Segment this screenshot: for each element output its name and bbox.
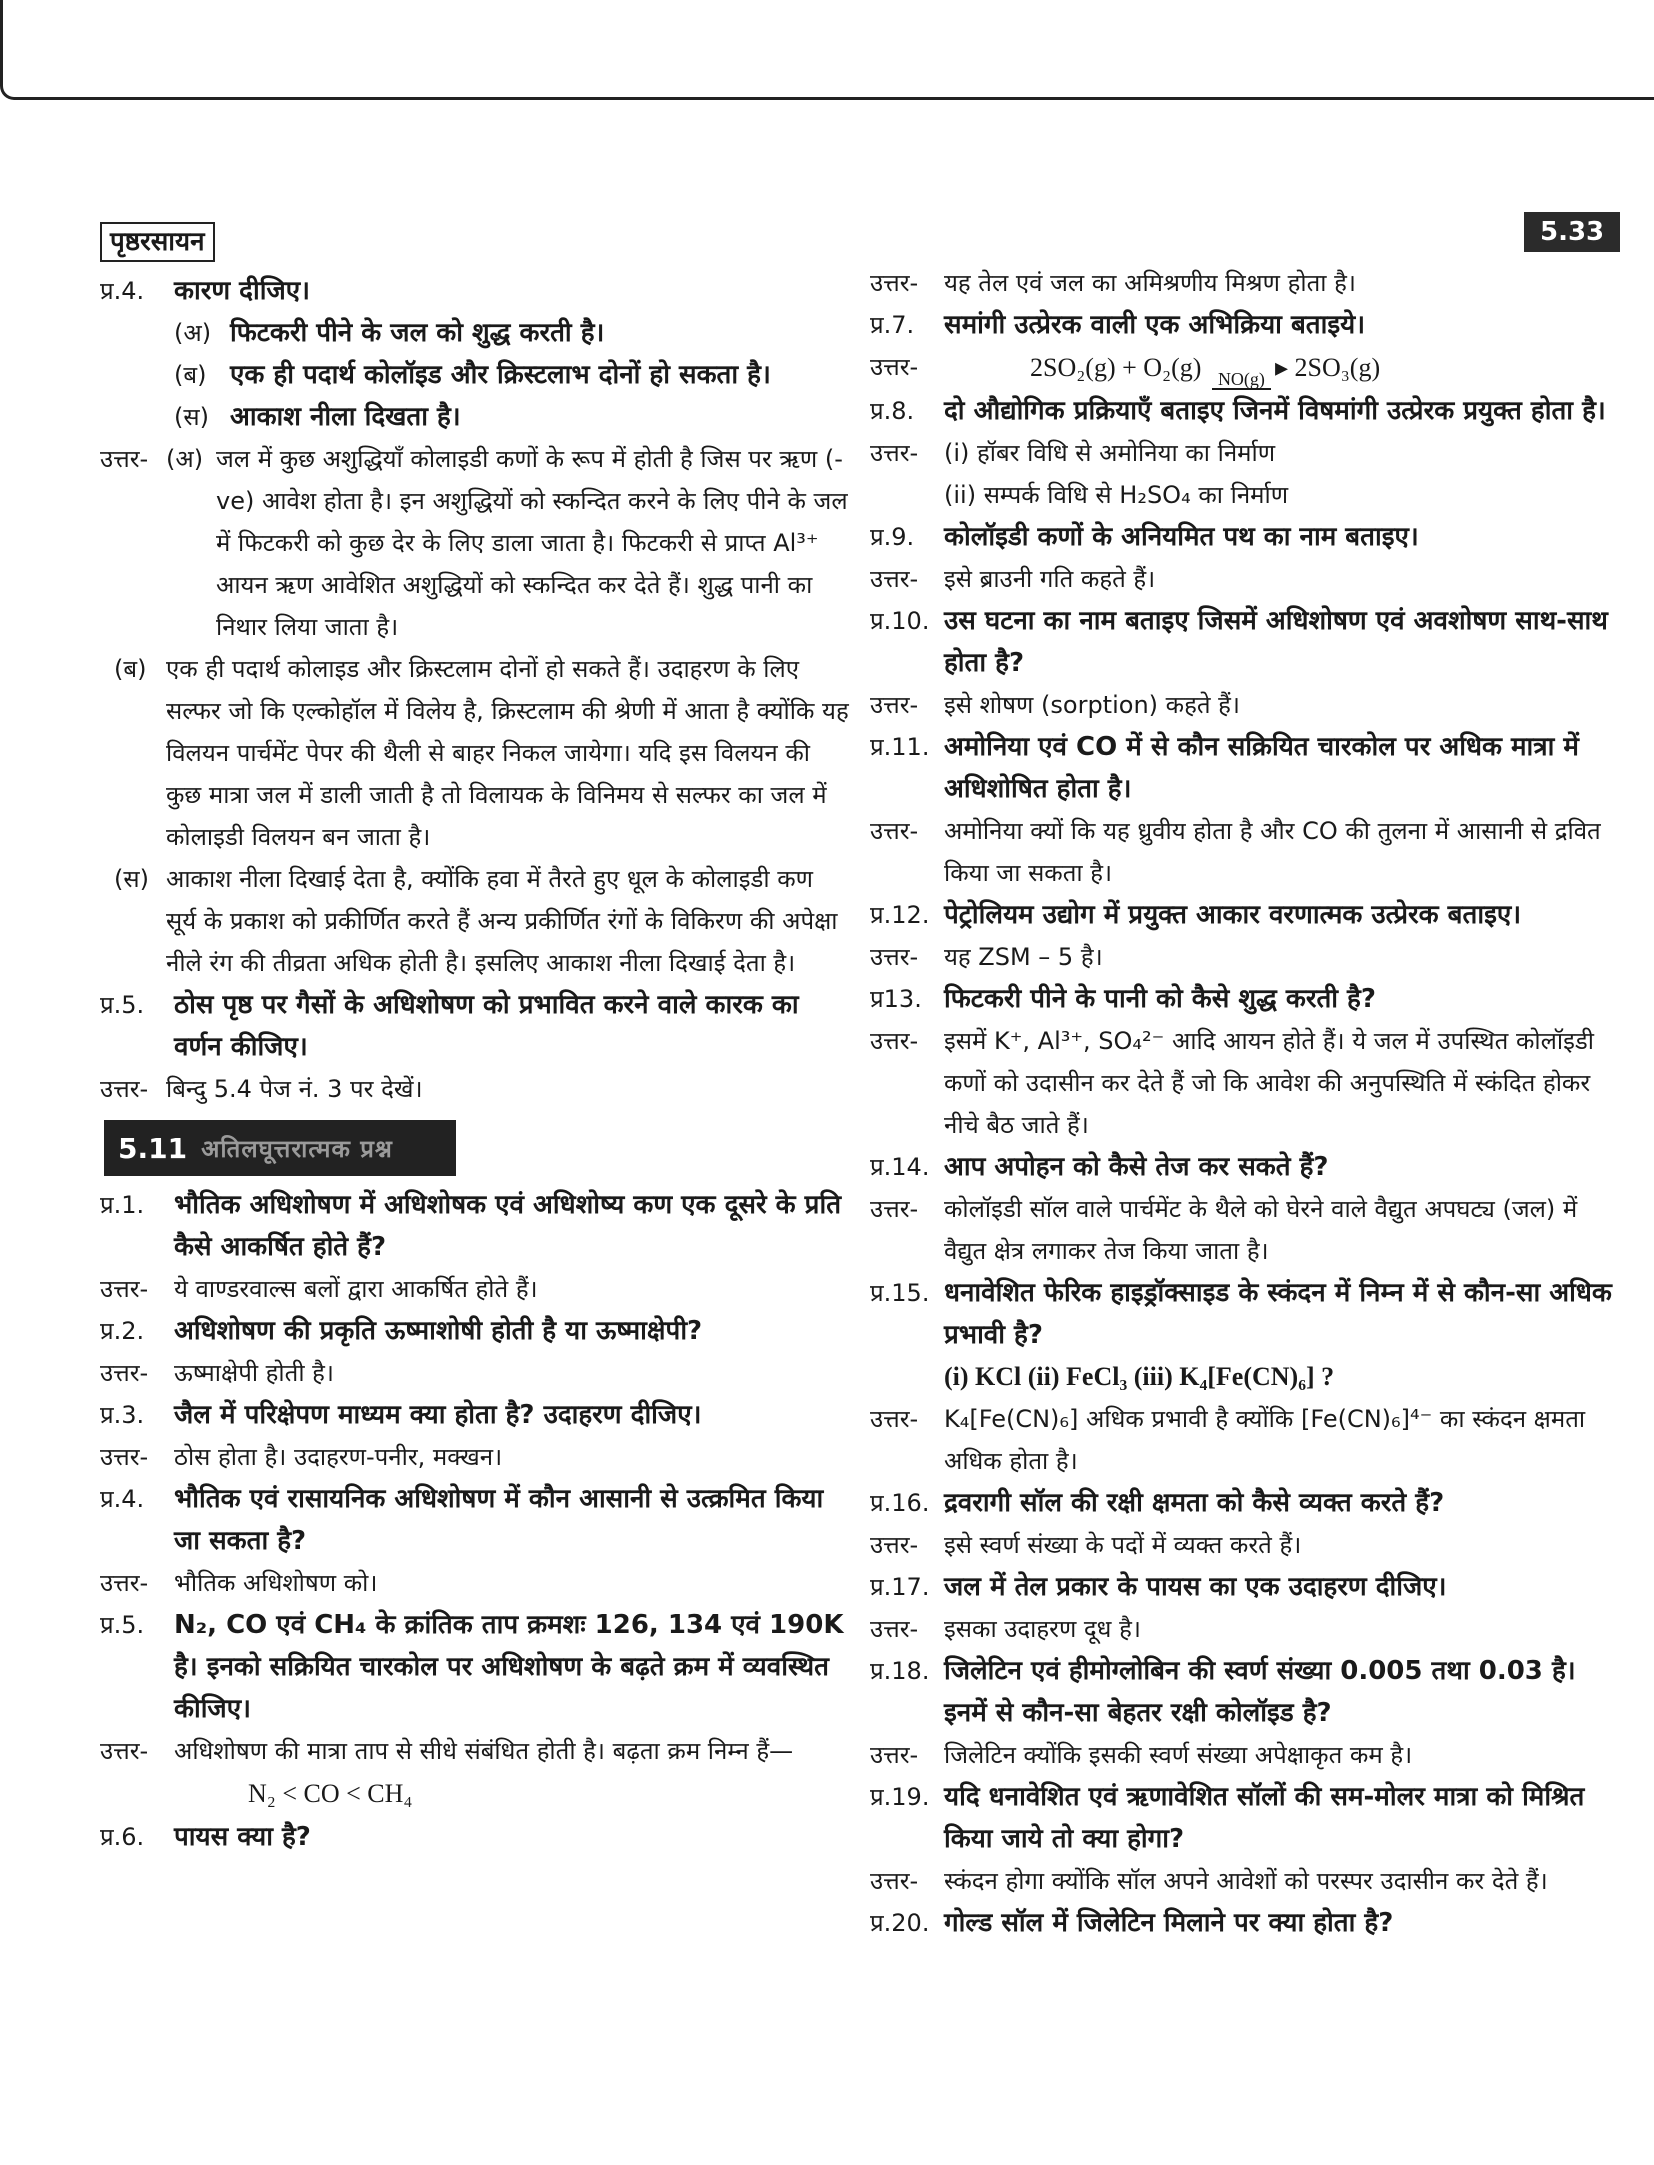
question-label: प्र.4.	[100, 277, 145, 305]
answer-label: उत्तर-	[100, 1075, 149, 1103]
answer-text: जिलेटिन क्योंकि इसकी स्वर्ण संख्या अपेक्षाकृत कम है।	[944, 1741, 1413, 1769]
question-text: द्रवरागी सॉल की रक्षी क्षमता को कैसे व्यक्त करते हैं?	[944, 1488, 1445, 1518]
answer-text: इसे ब्राउनी गति कहते हैं।	[944, 565, 1156, 593]
question-label: प्र.4.	[100, 1485, 145, 1513]
answer-label: उत्तर-	[870, 1615, 919, 1643]
question-text: जल में तेल प्रकार के पायस का एक उदाहरण दीजिए।	[944, 1572, 1447, 1602]
answer-label: उत्तर-	[870, 1531, 919, 1559]
answer-label: उत्तर-	[870, 1741, 919, 1769]
answer-label: उत्तर-	[100, 1443, 149, 1471]
vsq-question-12	[870, 894, 1620, 936]
answer-label: उत्तर-	[100, 1737, 149, 1765]
vsq-answer-13	[870, 1020, 1620, 1146]
part-label: (अ)	[174, 319, 212, 347]
vsq-question-13	[870, 978, 1620, 1020]
vsq-question-20	[870, 1902, 1620, 1944]
reaction-arrow	[1208, 370, 1275, 390]
question-4-part-c	[100, 396, 850, 438]
reactants: 2SO₂(g) + O₂(g)	[1030, 353, 1202, 382]
question-4-part-a	[100, 312, 850, 354]
question-label: प्र13.	[870, 985, 922, 1013]
vsq-question-4	[100, 1478, 850, 1562]
vsq-question-15	[870, 1272, 1620, 1356]
question-text: कारण दीजिए।	[174, 276, 310, 306]
question-text: पायस क्या है?	[174, 1822, 311, 1852]
vsq-answer-12	[870, 936, 1620, 978]
question-text: अमोनिया एवं CO में से कौन सक्रियित चारकोल पर अधिक मात्रा में अधिशोषित होता है।	[944, 732, 1579, 804]
question-15-options: (i) KCl (ii) FeCl₃ (iii) K₄[Fe(CN)₆] ?	[944, 1362, 1335, 1391]
answer-text: इसे शोषण (sorption) कहते हैं।	[944, 691, 1240, 719]
vsq-answer-8-ii	[870, 474, 1620, 516]
reaction-equation	[1030, 346, 1380, 390]
answer-label: उत्तर-	[100, 445, 149, 473]
answer-label: उत्तर-	[870, 1027, 919, 1055]
vsq-question-18	[870, 1650, 1620, 1734]
question-text: समांगी उत्प्रेरक वाली एक अभिक्रिया बताइये।	[944, 310, 1366, 340]
vsq-question-16	[870, 1482, 1620, 1524]
vsq-answer-9	[870, 558, 1620, 600]
question-text: भौतिक एवं रासायनिक अधिशोषण में कौन आसानी से उत्क्रमित किया जा सकता है?	[174, 1484, 824, 1556]
left-column	[100, 270, 850, 1858]
answer-label: उत्तर-	[100, 1359, 149, 1387]
answer-5	[100, 1068, 850, 1110]
arrow-head-icon: ▸	[1274, 353, 1288, 382]
vsq-answer-4	[100, 1562, 850, 1604]
answer-text: आकाश नीला दिखाई देता है, क्योंकि हवा में तैरते हुए धूल के कोलाइडी कण सूर्य के प्रकाश को प्रकीर्णित करते हैं अन्य प्रकीर्णित रंगों के विकिरण की अपेक्षा नीले रंग की तीव्रता अधिक होती है। इसलिए आकाश नीला दिखाई देता है।	[166, 865, 838, 977]
catalyst-label: NO(g)	[1212, 370, 1271, 390]
answer-text: इसमें K⁺, Al³⁺, SO₄²⁻ आदि आयन होते हैं। ये जल में उपस्थित कोलॉइडी कणों को उदासीन कर देते हैं जो कि आवेश की अनुपस्थिति में स्कंदित होकर नीचे बैठ जाते हैं।	[944, 1027, 1594, 1139]
question-label: प्र.5.	[100, 991, 145, 1019]
question-text: दो औद्योगिक प्रक्रियाएँ बताइए जिनमें विषमांगी उत्प्रेरक प्रयुक्त होता है।	[944, 396, 1606, 426]
critical-temperature-order: N₂ < CO < CH₄	[248, 1779, 413, 1808]
answer-text: ठोस होता है। उदाहरण-पनीर, मक्खन।	[174, 1443, 503, 1471]
vsq-answer-6	[870, 262, 1620, 304]
question-label: प्र.3.	[100, 1401, 145, 1429]
answer-text: यह तेल एवं जल का अमिश्रणीय मिश्रण होता है।	[944, 269, 1356, 297]
question-label: प्र.1.	[100, 1191, 145, 1219]
vsq-answer-19	[870, 1860, 1620, 1902]
question-label: प्र.10.	[870, 607, 930, 635]
answer-text: ऊष्माक्षेपी होती है।	[174, 1359, 335, 1387]
vsq-question-1	[100, 1184, 850, 1268]
vsq-answer-7	[870, 346, 1620, 390]
question-label: प्र.14.	[870, 1153, 930, 1181]
question-label: प्र.19.	[870, 1783, 930, 1811]
question-5	[100, 984, 850, 1068]
vsq-answer-2	[100, 1352, 850, 1394]
question-4	[100, 270, 850, 312]
question-label: प्र.16.	[870, 1489, 930, 1517]
answer-label: उत्तर-	[100, 1569, 149, 1597]
answer-text: अधिशोषण की मात्रा ताप से सीधे संबंधित होती है। बढ़ता क्रम निम्न हैं—	[174, 1737, 794, 1765]
answer-label: उत्तर-	[100, 1275, 149, 1303]
answer-text: जल में कुछ अशुद्धियाँ कोलाइडी कणों के रूप में होती है जिस पर ऋण (-ve) आवेश होता है। इन अशुद्धियों को स्कन्दित करने के लिए पीने के जल में फिटकरी को कुछ देर के लिए डाला जाता है। फिटकरी से प्राप्त Al³⁺ आयन ऋण आवेशित अशुद्धियों को स्कन्दित कर देते हैं। शुद्ध पानी का निथार लिया जाता है।	[216, 445, 848, 641]
answer-text: इसे स्वर्ण संख्या के पदों में व्यक्त करते हैं।	[944, 1531, 1302, 1559]
answer-text: भौतिक अधिशोषण को।	[174, 1569, 378, 1597]
vsq-answer-10	[870, 684, 1620, 726]
question-text: कोलॉइडी कणों के अनियमित पथ का नाम बताइए।	[944, 522, 1419, 552]
question-text: ठोस पृष्ठ पर गैसों के अधिशोषण को प्रभावित करने वाले कारक का वर्णन कीजिए।	[174, 990, 799, 1062]
answer-text: (ii) सम्पर्क विधि से H₂SO₄ का निर्माण	[944, 481, 1289, 509]
question-text: जैल में परिक्षेपण माध्यम क्या होता है? उदाहरण दीजिए।	[174, 1400, 702, 1430]
question-label: प्र.9.	[870, 523, 915, 551]
question-label: प्र.20.	[870, 1909, 930, 1937]
vsq-answer-17	[870, 1608, 1620, 1650]
question-4-part-b	[100, 354, 850, 396]
answer-text: स्कंदन होगा क्योंकि सॉल अपने आवेशों को परस्पर उदासीन कर देते हैं।	[944, 1867, 1548, 1895]
vsq-question-8	[870, 390, 1620, 432]
question-label: प्र.6.	[100, 1823, 145, 1851]
vsq-answer-8	[870, 432, 1620, 474]
vsq-answer-11	[870, 810, 1620, 894]
vsq-question-19	[870, 1776, 1620, 1860]
vsq-question-2	[100, 1310, 850, 1352]
answer-label: उत्तर-	[870, 269, 919, 297]
answer-text: (i) हॉबर विधि से अमोनिया का निर्माण	[944, 439, 1276, 467]
question-label: प्र.15.	[870, 1279, 930, 1307]
answer-label: उत्तर-	[870, 817, 919, 845]
question-text: पेट्रोलियम उद्योग में प्रयुक्त आकार वरणात्मक उत्प्रेरक बताइए।	[944, 900, 1522, 930]
question-text: फिटकरी पीने के पानी को कैसे शुद्ध करती है?	[944, 984, 1376, 1014]
vsq-question-17	[870, 1566, 1620, 1608]
vsq-answer-18	[870, 1734, 1620, 1776]
question-label: प्र.12.	[870, 901, 930, 929]
answer-text: K₄[Fe(CN)₆] अधिक प्रभावी है क्योंकि [Fe(CN)₆]⁴⁻ का स्कंदन क्षमता अधिक होता है।	[944, 1405, 1586, 1475]
answer-label: उत्तर-	[870, 1867, 919, 1895]
question-text: आप अपोहन को कैसे तेज कर सकते हैं?	[944, 1152, 1329, 1182]
question-label: प्र.8.	[870, 397, 915, 425]
page-top-frame	[0, 0, 1654, 100]
answer-label: उत्तर-	[870, 943, 919, 971]
answer-4-b	[100, 648, 850, 858]
question-text: धनावेशित फेरिक हाइड्रॉक्साइड के स्कंदन में निम्न में से कौन-सा अधिक प्रभावी है?	[944, 1278, 1612, 1350]
vsq-question-10	[870, 600, 1620, 684]
vsq-answer-3	[100, 1436, 850, 1478]
answer-label: उत्तर-	[870, 1195, 919, 1223]
question-text: गोल्ड सॉल में जिलेटिन मिलाने पर क्या होता है?	[944, 1908, 1394, 1938]
answer-label: उत्तर-	[870, 565, 919, 593]
answer-4-a	[100, 438, 850, 648]
answer-text: बिन्दु 5.4 पेज नं. 3 पर देखें।	[166, 1075, 423, 1103]
part-label: (ब)	[114, 655, 147, 683]
answer-4-c	[100, 858, 850, 984]
section-heading	[104, 1120, 456, 1176]
vsq-answer-5	[100, 1730, 850, 1772]
question-label: प्र.18.	[870, 1657, 930, 1685]
vsq-question-7	[870, 304, 1620, 346]
section-title: अतिलघूत्तरात्मक प्रश्न	[201, 1134, 393, 1163]
vsq-answer-1	[100, 1268, 850, 1310]
page-number-badge: 5.33	[1524, 212, 1620, 252]
vsq-question-5	[100, 1604, 850, 1730]
answer-label: उत्तर-	[870, 1405, 919, 1433]
part-label: (स)	[174, 403, 209, 431]
part-label: (अ)	[166, 445, 204, 473]
answer-text: एक ही पदार्थ कोलाइड और क्रिस्टलाम दोनों हो सकते हैं। उदाहरण के लिए सल्फर जो कि एल्कोहॉल में विलेय है, क्रिस्टलाम की श्रेणी में आता है क्योंकि यह विलयन पार्चमेंट पेपर की थैली से बाहर निकल जायेगा। यदि इस विलयन की कुछ मात्रा जल में डाली जाती है तो विलायक के विनिमय से सल्फर का जल में कोलाइडी विलयन बन जाता है।	[166, 655, 849, 851]
vsq-question-14	[870, 1146, 1620, 1188]
answer-text: कोलॉइडी सॉल वाले पार्चमेंट के थैले को घेरने वाले वैद्युत अपघट्य (जल) में वैद्युत क्षेत्र लगाकर तेज किया जाता है।	[944, 1195, 1578, 1265]
vsq-answer-16	[870, 1524, 1620, 1566]
question-label: प्र.17.	[870, 1573, 930, 1601]
vsq-answer-14	[870, 1188, 1620, 1272]
part-label: (ब)	[174, 361, 207, 389]
answer-text: यह ZSM – 5 है।	[944, 943, 1103, 971]
answer-text: ये वाण्डरवाल्स बलों द्वारा आकर्षित होते हैं।	[174, 1275, 538, 1303]
subject-header: पृष्ठरसायन	[100, 222, 215, 262]
section-number: 5.11	[118, 1131, 188, 1165]
part-text: फिटकरी पीने के जल को शुद्ध करती है।	[230, 318, 605, 348]
vsq-question-11	[870, 726, 1620, 810]
question-text: यदि धनावेशित एवं ऋणावेशित सॉलों की सम-मोलर मात्रा को मिश्रित किया जाये तो क्या होगा?	[944, 1782, 1585, 1854]
vsq-question-6	[100, 1816, 850, 1858]
question-text: जिलेटिन एवं हीमोग्लोबिन की स्वर्ण संख्या 0.005 तथा 0.03 है। इनमें से कौन-सा बेहतर रक्षी कोलॉइड है?	[944, 1656, 1576, 1728]
question-text: अधिशोषण की प्रकृति ऊष्माशोषी होती है या ऊष्माक्षेपी?	[174, 1316, 703, 1346]
answer-text: अमोनिया क्यों कि यह ध्रुवीय होता है और CO की तुलना में आसानी से द्रवित किया जा सकता है।	[944, 817, 1601, 887]
answer-label: उत्तर-	[870, 439, 919, 467]
part-text: आकाश नीला दिखता है।	[230, 402, 461, 432]
answer-label: उत्तर-	[870, 691, 919, 719]
question-text: उस घटना का नाम बताइए जिसमें अधिशोषण एवं अवशोषण साथ-साथ होता है?	[944, 606, 1608, 678]
question-text: N₂, CO एवं CH₄ के क्रांतिक ताप क्रमशः 126, 134 एवं 190K है। इनको सक्रियित चारकोल पर अधिशोषण के बढ़ते क्रम में व्यवस्थित कीजिए।	[174, 1610, 844, 1724]
products: 2SO₃(g)	[1294, 353, 1381, 382]
vsq-answer-15	[870, 1398, 1620, 1482]
question-label: प्र.5.	[100, 1611, 145, 1639]
part-text: एक ही पदार्थ कोलॉइड और क्रिस्टलाभ दोनों हो सकता है।	[230, 360, 771, 390]
vsq-question-9	[870, 516, 1620, 558]
question-text: भौतिक अधिशोषण में अधिशोषक एवं अधिशोष्य कण एक दूसरे के प्रति कैसे आकर्षित होते हैं?	[174, 1190, 842, 1262]
part-label: (स)	[114, 865, 149, 893]
answer-label: उत्तर-	[870, 353, 919, 381]
right-column	[870, 262, 1620, 1944]
question-label: प्र.11.	[870, 733, 930, 761]
answer-text: इसका उदाहरण दूध है।	[944, 1615, 1141, 1643]
question-label: प्र.7.	[870, 311, 915, 339]
question-label: प्र.2.	[100, 1317, 145, 1345]
vsq-question-3	[100, 1394, 850, 1436]
